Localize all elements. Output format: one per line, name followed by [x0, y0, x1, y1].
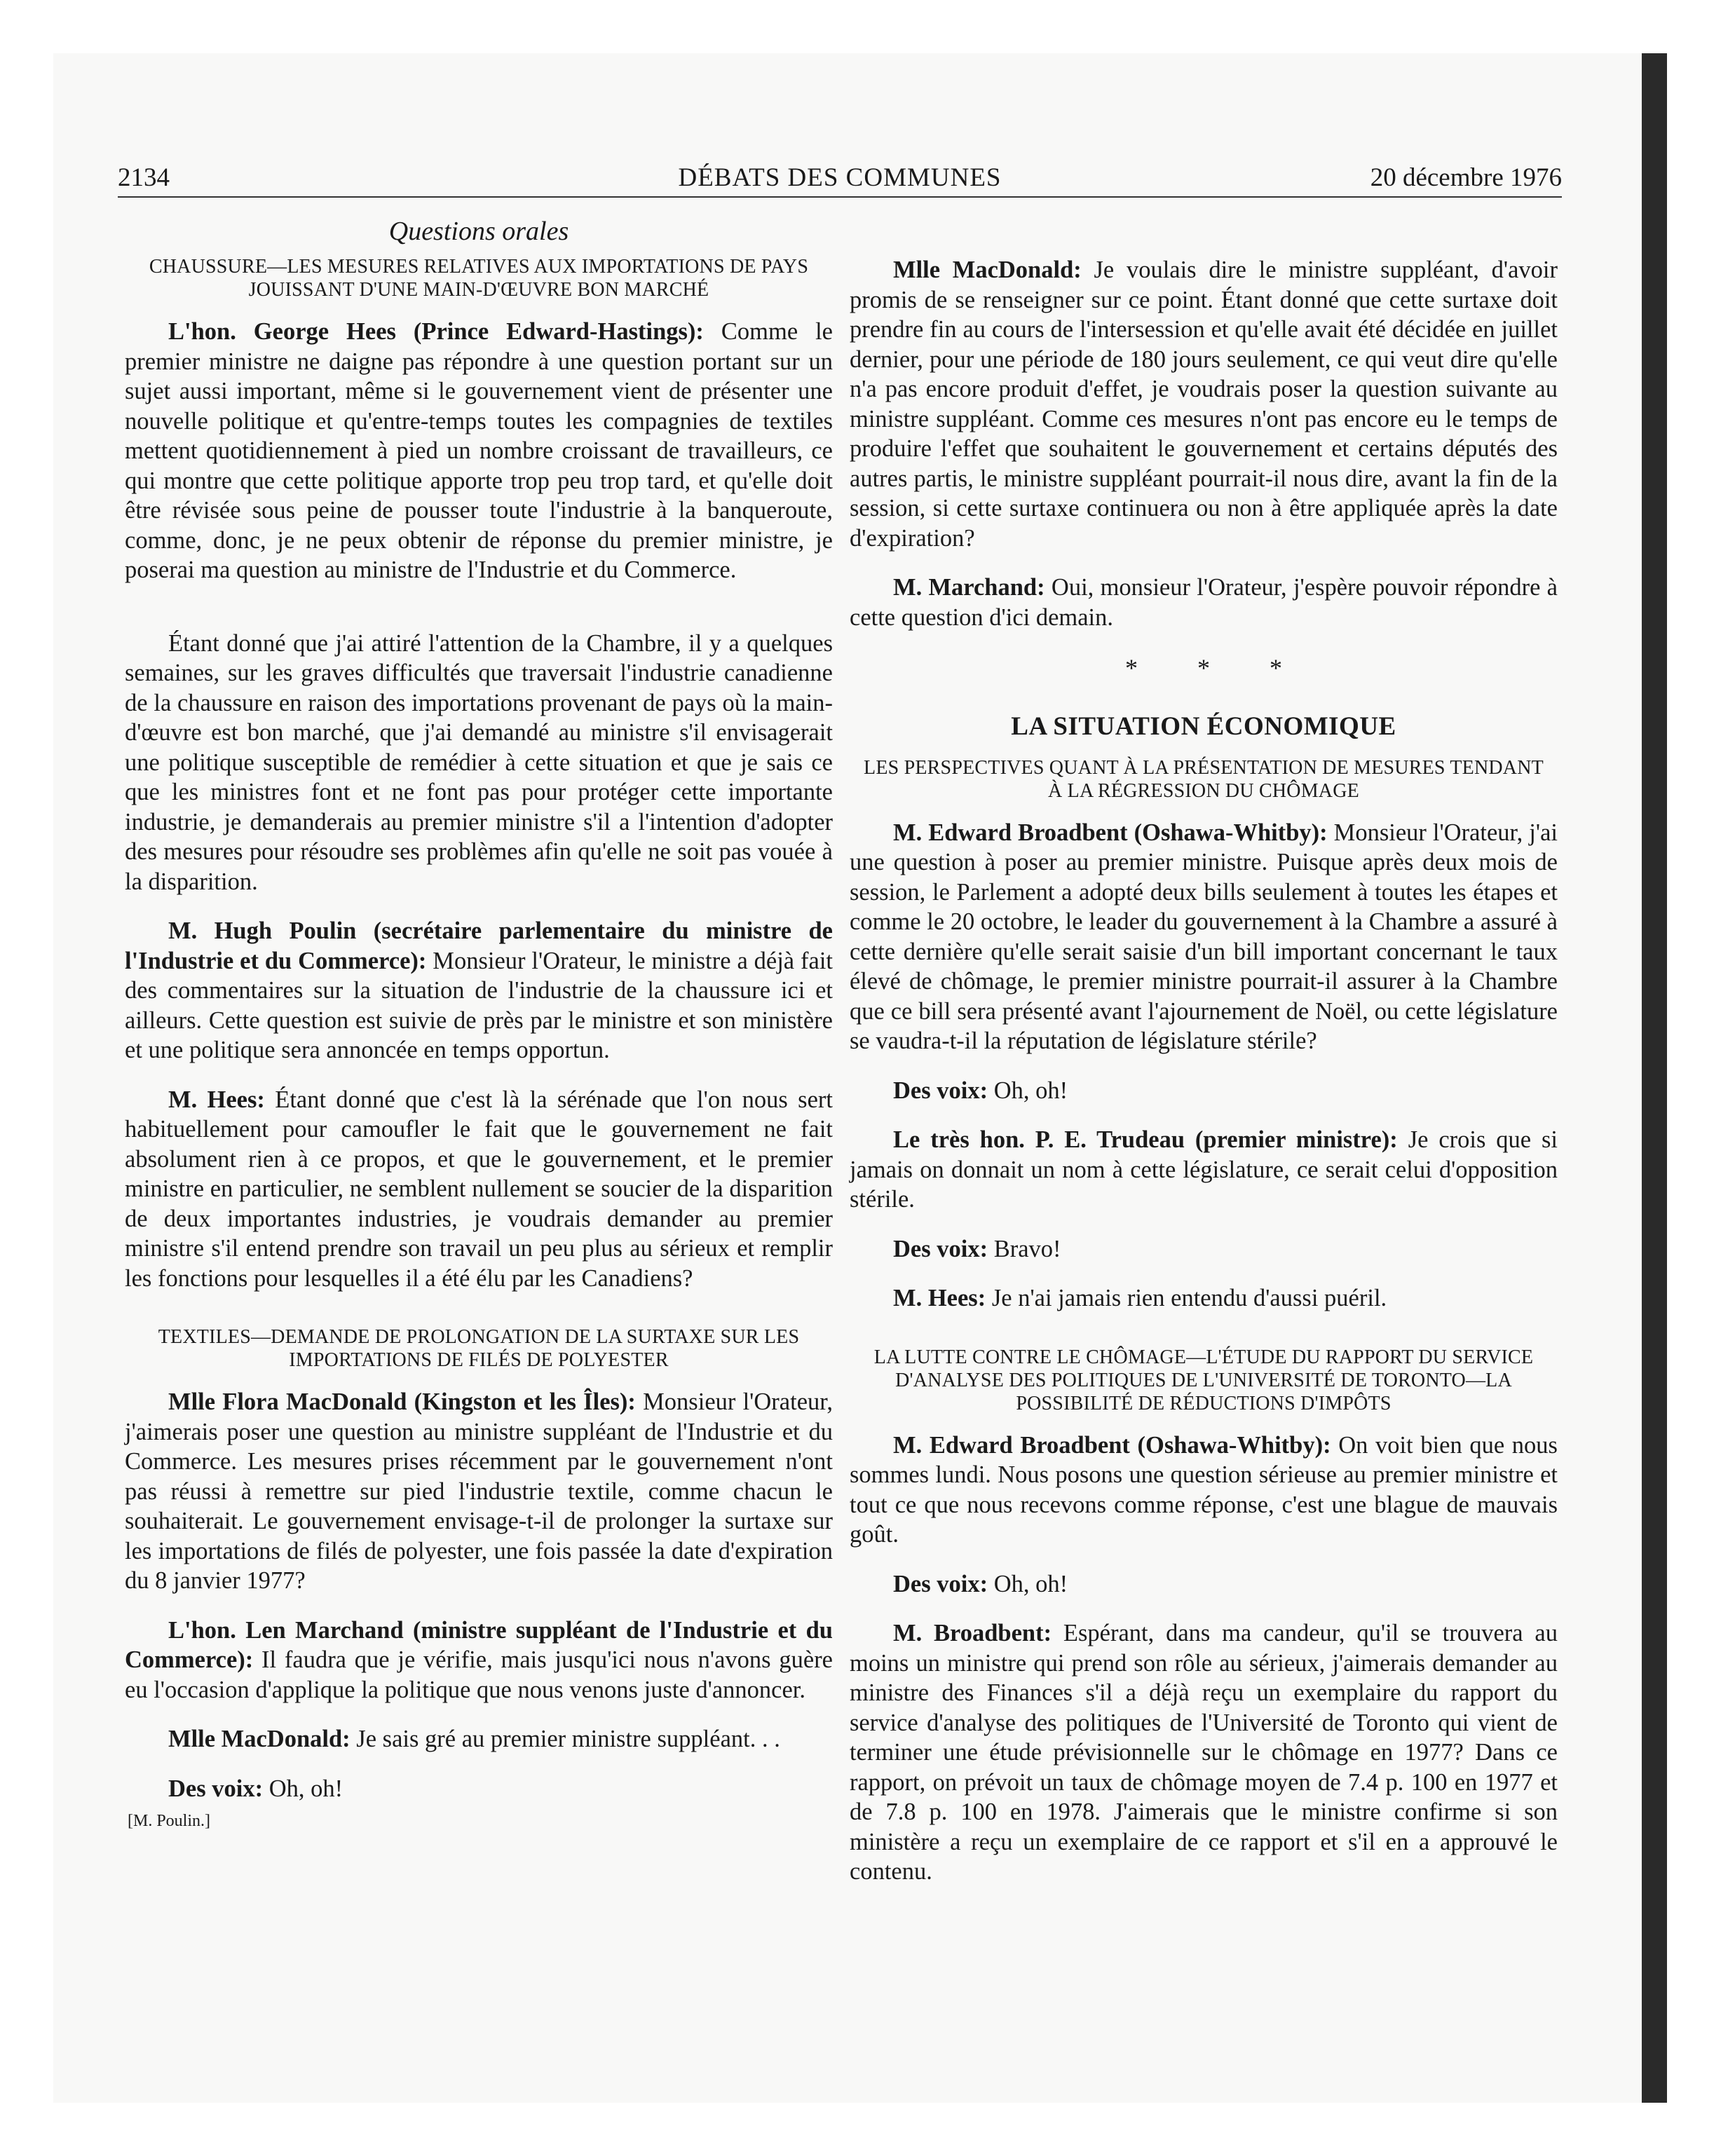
subheading-footwear: CHAUSSURE—LES MESURES RELATIVES AUX IMPORTATIONS DE PAYS JOUISSANT D'UNE MAIN-D'ŒUVRE BON MARCHÉ	[149, 256, 809, 301]
paragraph	[850, 1076, 1558, 1106]
right-column	[850, 216, 1558, 1906]
speaker-marker: [M. Poulin.]	[128, 1812, 211, 1830]
speaker: M. Edward Broadbent (Oshawa-Whitby):	[893, 1431, 1331, 1459]
publication-title: DÉBATS DES COMMUNES	[678, 163, 1002, 192]
speaker: Des voix:	[893, 1077, 988, 1104]
speech-text: Oh, oh!	[988, 1570, 1068, 1597]
speech-text: On voit bien que nous sommes lundi. Nous posons une question sérieuse au premier ministre et tout ce que nous recevons comme réponse, c'est une blague de mauvais goût.	[850, 1431, 1558, 1548]
speaker: Des voix:	[893, 1235, 988, 1262]
paragraph	[850, 1618, 1558, 1887]
paragraph	[850, 573, 1558, 632]
speech-text: Monsieur l'Orateur, le ministre a déjà fait des commentaires sur la situation de l'industrie de la chaussure ici et ailleurs. Cette question est suivie de près par le ministre et son ministère et une politique sera annoncée en temps opportun.	[125, 947, 833, 1063]
speaker: M. Edward Broadbent (Oshawa-Whitby):	[893, 819, 1328, 846]
speaker: Mlle MacDonald:	[893, 257, 1082, 283]
page-date: 20 décembre 1976	[1370, 163, 1562, 192]
speech-text: Monsieur l'Orateur, j'ai une question à poser au premier ministre. Puisque après deux mois de session, le Parlement a adopté deux bills seulement à toutes les étapes et comme le 20 octobre, le leader du gouvernement à la Chambre a assuré à cette dernière qu'elle serait saisie d'un bill important concernant le taux élevé de chômage, le premier ministre pourrait-il assurer à la Chambre que ce bill sera présenté avant l'ajournement de Noël, ou cette législature se vaudra-t-il la réputation de législature stérile?	[850, 819, 1558, 1054]
section-title: LA SITUATION ÉCONOMIQUE	[1011, 711, 1396, 741]
paragraph	[125, 317, 833, 585]
speech-text: Oui, monsieur l'Orateur, j'espère pouvoir répondre à cette question d'ici demain.	[850, 574, 1558, 631]
scan-edge-bar	[1642, 53, 1667, 2103]
speaker: L'hon. George Hees (Prince Edward-Hastings):	[168, 318, 704, 345]
paragraph	[125, 1085, 833, 1294]
paragraph	[125, 1724, 833, 1754]
running-head: Questions orales	[388, 217, 569, 246]
speech-text: Je n'ai jamais rien entendu d'aussi puéril.	[986, 1285, 1387, 1311]
speaker: M. Hees:	[893, 1285, 986, 1311]
speech-text: Bravo!	[988, 1235, 1061, 1262]
paragraph	[125, 1774, 833, 1804]
speech-text: Comme le premier ministre ne daigne pas répondre à une question portant sur un sujet aussi important, même si le gouvernement vient de présenter une nouvelle politique et qu'entre-temps toutes les compagnies de textiles mettent quotidiennement à pied un nombre croissant de travailleurs, ce qui montre que cette politique apporte trop peu trop tard, et qu'elle doit être révisée sous peine de pousser toute l'industrie à la banqueroute, comme, donc, je ne peux obtenir de réponse du premier ministre, je poserai ma question au ministre de l'Industrie et du Commerce.	[125, 318, 833, 583]
paragraph	[850, 1125, 1558, 1215]
speaker: Mlle MacDonald:	[168, 1726, 351, 1752]
speaker: Des voix:	[168, 1775, 264, 1802]
speaker: Le très hon. P. E. Trudeau (premier ministre):	[893, 1126, 1398, 1153]
speaker: L'hon. Len Marchand (ministre suppléant de l'Industrie et du Commerce):	[125, 1616, 833, 1673]
speaker: M. Hugh Poulin (secrétaire parlementaire du ministre de l'Industrie et du Commerce):	[125, 917, 833, 974]
paragraph	[850, 818, 1558, 1056]
speech-text: Je voulais dire le ministre suppléant, d'avoir promis de se renseigner sur ce point. Étant donné que cette surtaxe doit prendre fin au cours de l'intersession et qu'elle avait été décidée en juillet dernier, pour une période de 180 jours seulement, ce qui veut dire qu'elle n'a pas encore produit d'effet, je voudrais poser la question suivante au ministre suppléant. Comme ces mesures n'ont pas encore eu le temps de produire l'effet que souhaitent le gouvernement et certains députés des autres partis, le ministre suppléant pourrait-il nous dire, avant la fin de la session, si cette surtaxe continuera ou non à être appliquée après la date d'expiration?	[850, 257, 1558, 552]
speech-text: Étant donné que j'ai attiré l'attention de la Chambre, il y a quelques semaines, sur les graves difficultés que traversait l'industrie canadienne de la chaussure en raison des importations provenant de pays où la main-d'œuvre est bon marché, que j'ai demandé au ministre s'il envisagerait une politique susceptible de remédier à cette situation et que je sais ce que les ministres font et ne font pas pour protéger cette importante industrie, je demanderais au premier ministre s'il a l'intention d'adopter des mesures pour résoudre ses problèmes afin qu'elle ne soit pas vouée à la disparition.	[125, 629, 833, 895]
paragraph	[850, 1431, 1558, 1550]
paragraph	[850, 1569, 1558, 1599]
paragraph	[125, 1387, 833, 1596]
speaker: Des voix:	[893, 1570, 988, 1597]
page-number: 2134	[118, 163, 170, 192]
speech-text: Je sais gré au premier ministre suppléant. . .	[350, 1726, 780, 1752]
paragraph	[850, 1283, 1558, 1314]
speech-text: Il faudra que je vérifie, mais jusqu'ici nous n'avons guère eu l'occasion d'applique la politique que nous venons juste d'annoncer.	[125, 1646, 833, 1703]
speech-text: Espérant, dans ma candeur, qu'il se trouvera au moins un ministre qui prend son rôle au sérieux, j'aimerais demander au ministre des Finances s'il a déjà reçu un exemplaire du rapport du service d'analyse des politiques de l'Université de Toronto qui vient de terminer une étude prévisionnelle sur le chômage en 1977? Dans ce rapport, on prévoit un taux de chômage moyen de 7.4 p. 100 en 1977 et de 7.8 p. 100 en 1978. J'aimerais que le ministre confirme si son ministère a reçu un exemplaire de ce rapport et s'il en a approuvé le contenu.	[850, 1620, 1558, 1885]
subheading-unemployment-report: LA LUTTE CONTRE LE CHÔMAGE—L'ÉTUDE DU RAPPORT DU SERVICE D'ANALYSE DES POLITIQUES DE L'UNIVERSITÉ DE TORONTO—LA POSSIBILITÉ DE RÉDUCTIONS D'IMPÔTS	[873, 1346, 1534, 1414]
speaker: M. Hees:	[168, 1086, 265, 1113]
speaker: M. Broadbent:	[893, 1620, 1052, 1646]
paragraph	[850, 255, 1558, 553]
speech-text: Oh, oh!	[988, 1077, 1068, 1104]
page-header	[118, 163, 1562, 198]
speaker: Mlle Flora MacDonald (Kingston et les Îles):	[168, 1389, 636, 1415]
speaker: M. Marchand:	[893, 574, 1045, 601]
left-column	[125, 216, 833, 1831]
speech-text: Étant donné que c'est là la sérénade que l'on nous sert habituellement pour camoufler le fait que le gouvernement ne fait absolument rien à ce propos, et que le gouvernement, et le premier ministre en particulier, ne semblent nullement se soucier de la disparition de deux importantes industries, je voudrais demander au premier ministre s'il entend prendre son travail un peu plus au sérieux et remplir les fonctions pour lesquelles il a été élu par les Canadiens?	[125, 1086, 833, 1292]
speech-text: Oh, oh!	[263, 1775, 343, 1802]
paragraph	[125, 629, 833, 897]
paragraph	[125, 916, 833, 1065]
subheading-unemployment-measures: LES PERSPECTIVES QUANT À LA PRÉSENTATION DE MESURES TENDANT À LA RÉGRESSION DU CHÔMAGE	[864, 756, 1544, 802]
speech-text: Je crois que si jamais on donnait un nom à cette législature, ce serait celui d'opposition stérile.	[850, 1126, 1558, 1213]
subheading-textiles: TEXTILES—DEMANDE DE PROLONGATION DE LA SURTAXE SUR LES IMPORTATIONS DE FILÉS DE POLYESTER	[158, 1326, 800, 1371]
section-separator: * * *	[1125, 654, 1309, 682]
paragraph	[125, 1616, 833, 1705]
paragraph	[850, 1234, 1558, 1264]
speech-text: Monsieur l'Orateur, j'aimerais poser une question au ministre suppléant de l'Industrie et du Commerce. Les mesures prises récemment par le gouvernement n'ont pas réussi à remettre sur pied l'industrie textile, comme chacun le souhaiterait. Le gouvernement envisage-t-il de prolonger la surtaxe sur les importations de filés de polyester, une fois passée la date d'expiration du 8 janvier 1977?	[125, 1389, 833, 1594]
